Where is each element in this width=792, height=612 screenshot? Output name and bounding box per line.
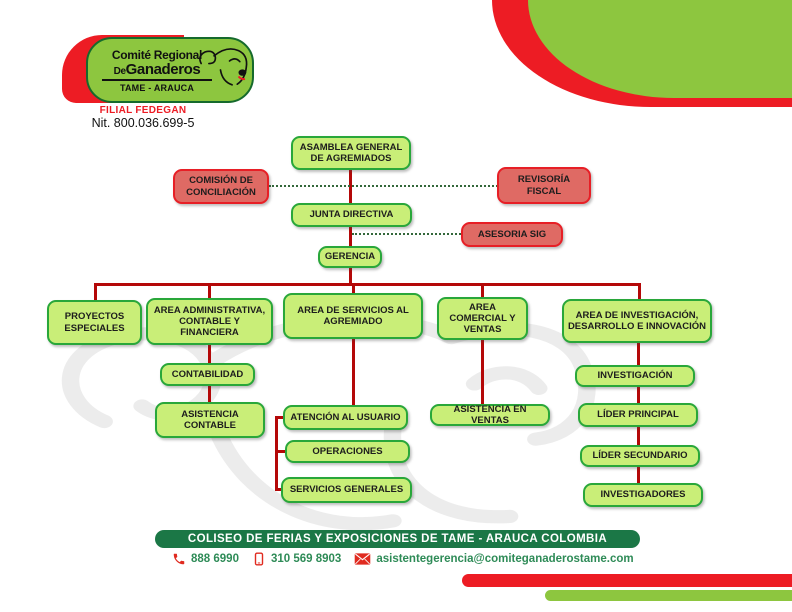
bottom-red-bar: [462, 574, 792, 587]
connector-lider-secundario: [637, 426, 640, 446]
connector-junta-gerencia: [349, 226, 352, 246]
node-gerencia: [318, 246, 382, 268]
filial-fedegan-label: FILIAL FEDEGAN: [99, 105, 187, 116]
logo-title-ganaderos: Ganaderos: [125, 61, 201, 78]
nit-label: Nit. 800.036.699-5: [91, 116, 195, 130]
node-label: CONTABILIDAD: [171, 368, 244, 380]
connector-dotted-comision-revisoria: [269, 185, 498, 187]
node-label: ATENCIÓN AL USUARIO: [290, 411, 401, 423]
phone-number: 888 6990: [191, 553, 239, 565]
node-junta-directiva: [291, 203, 412, 227]
connector-secundario-investigadores: [637, 466, 640, 484]
node-label: ASESORIA SIG: [477, 228, 547, 240]
node-label: AREA DE INVESTIGACIÓN, DESARROLLO E INNOVACIÓN: [567, 309, 707, 332]
node-asamblea-general: [291, 136, 411, 170]
node-contabilidad: [160, 363, 255, 386]
connector-area-investigacion: [637, 342, 640, 366]
phone-group: [172, 552, 239, 566]
contact-row: [172, 550, 692, 568]
node-label: OPERACIONES: [312, 445, 383, 457]
node-label: REVISORÍA FISCAL: [517, 174, 571, 197]
node-label: JUNTA DIRECTIVA: [309, 209, 394, 221]
envelope-icon: [354, 552, 371, 566]
node-area-administrativa: [146, 298, 273, 345]
email-group: [354, 552, 633, 566]
connector-contabilidad-asistencia: [208, 385, 211, 403]
node-asesoria-sig: [461, 222, 563, 247]
node-label: ASISTENCIA CONTABLE: [181, 408, 239, 431]
node-atencion-usuario: [283, 405, 408, 430]
phone-icon: [172, 552, 186, 566]
node-label: INVESTIGACIÓN: [597, 370, 673, 382]
node-label: INVESTIGADORES: [600, 489, 686, 501]
node-label: COMISIÓN DE CONCILIACIÓN: [186, 175, 256, 198]
node-investigacion: [575, 365, 695, 387]
connector-main-horizontal: [94, 283, 641, 286]
connector-drop-admin: [208, 283, 211, 299]
node-area-servicios: [283, 293, 423, 339]
logo-title-line1: Comité Regional: [111, 48, 203, 62]
connector-investigacion-lider: [637, 386, 640, 404]
logo-title-line3: TAME - ARAUCA: [119, 83, 195, 93]
node-revisoria-fiscal: [497, 167, 591, 204]
node-asistencia-contable: [155, 402, 265, 438]
node-asistencia-ventas: [430, 404, 550, 426]
mobile-group: [252, 552, 341, 566]
logo-text: [102, 48, 212, 93]
connector-admin-contabilidad: [208, 344, 211, 364]
node-label: SERVICIOS GENERALES: [289, 484, 404, 496]
node-area-investigacion: [562, 299, 712, 343]
mobile-number: 310 569 8903: [270, 553, 342, 565]
connector-drop-investigacion: [638, 283, 641, 300]
node-label: AREA DE SERVICIOS AL AGREMIADO: [297, 304, 409, 327]
node-comision-conciliacion: [173, 169, 269, 204]
node-label: ASISTENCIA EN VENTAS: [453, 403, 527, 426]
mobile-phone-icon: [252, 552, 266, 566]
connector-comercial-ventas: [481, 339, 484, 405]
node-label: LÍDER SECUNDARIO: [592, 450, 688, 462]
node-label: LÍDER PRINCIPAL: [597, 409, 679, 421]
node-label: PROYECTOS ESPECIALES: [64, 311, 125, 334]
node-servicios-generales: [281, 477, 412, 503]
node-lider-principal: [578, 403, 698, 427]
email-address: asistentegerencia@comiteganaderostame.com: [376, 553, 634, 565]
node-label: AREA ADMINISTRATIVA, CONTABLE Y FINANCIERA: [153, 304, 266, 339]
node-label: GERENCIA: [324, 251, 376, 263]
node-operaciones: [285, 440, 410, 463]
node-label: ASAMBLEA GENERAL DE AGREMIADOS: [299, 141, 403, 164]
venue-banner: COLISEO DE FERIAS Y EXPOSICIONES DE TAME - ARAUCA COLOMBIA: [155, 530, 640, 548]
connector-servicios-atencion: [352, 338, 355, 406]
node-lider-secundario: [580, 445, 700, 467]
connector-dotted-asesoria: [352, 233, 461, 235]
connector-drop-comercial: [481, 283, 484, 298]
logo-title-de: De: [113, 66, 126, 77]
node-investigadores: [583, 483, 703, 507]
connector-drop-proyectos: [94, 283, 97, 301]
node-area-comercial: [437, 297, 528, 340]
connector-gerencia-down: [349, 267, 352, 284]
node-proyectos-especiales: [47, 300, 142, 345]
connector-bracket-vertical: [275, 416, 278, 491]
cow-nose: [239, 69, 247, 75]
bottom-green-bar: [545, 590, 792, 601]
node-label: AREA COMERCIAL Y VENTAS: [449, 301, 516, 336]
logo-title-line2: [102, 61, 212, 81]
